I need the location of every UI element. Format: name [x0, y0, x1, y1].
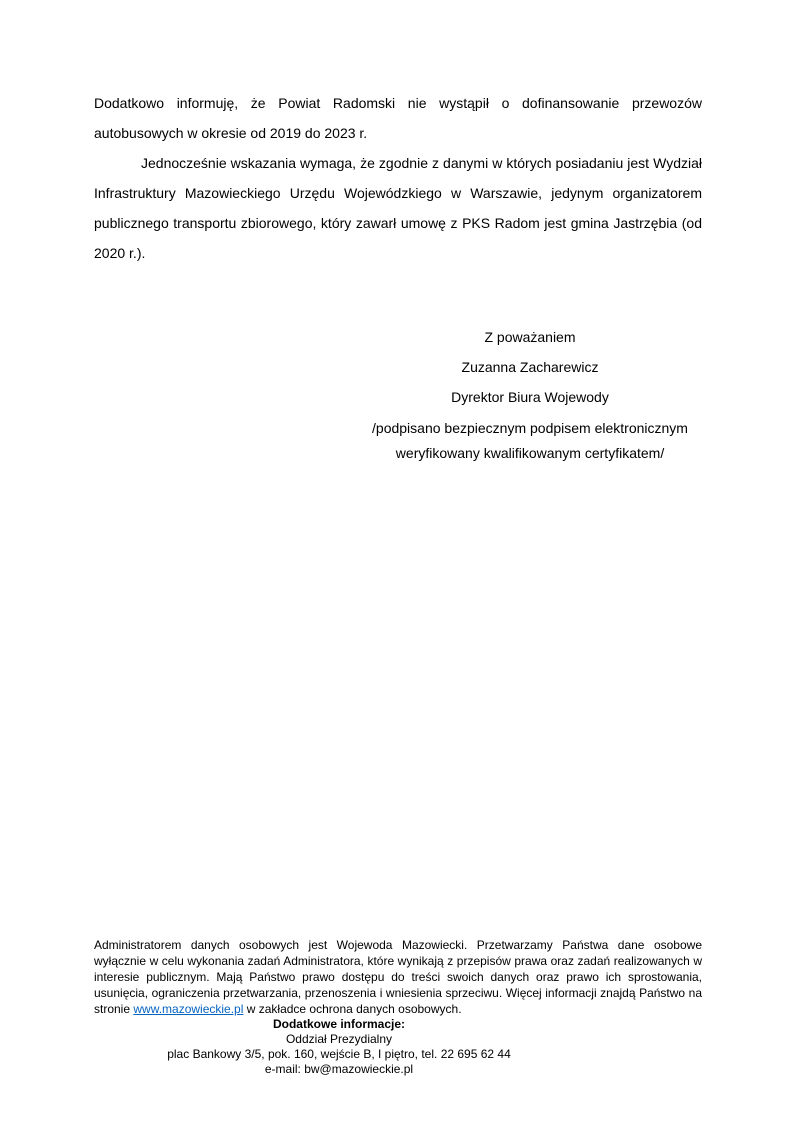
address-line: plac Bankowy 3/5, pok. 160, wejście B, I piętro, tel. 22 695 62 44: [167, 1047, 511, 1061]
mazowieckie-website-link[interactable]: www.mazowieckie.pl: [133, 1002, 244, 1016]
privacy-text-after-link: w zakładce ochrona danych osobowych.: [243, 1002, 462, 1016]
privacy-notice: [94, 937, 702, 1017]
department-line: Oddział Prezydialny: [285, 1032, 393, 1046]
signer-name: Zuzanna Zacharewicz: [461, 359, 599, 375]
additional-info-heading: Dodatkowe informacje:: [272, 1017, 406, 1031]
signer-title: Dyrektor Biura Wojewody: [451, 389, 609, 405]
signature-block: [360, 322, 700, 466]
letter-body: [94, 88, 702, 268]
contact-info-block: [94, 1017, 584, 1077]
email-line: e-mail: bw@mazowieckie.pl: [264, 1062, 414, 1076]
esignature-line-2: weryfikowany kwalifikowanym certyfikatem/: [395, 445, 665, 461]
closing-phrase: Z poważaniem: [484, 329, 576, 345]
body-paragraph-2: Jednocześnie wskazania wymaga, że zgodnie z danymi w których posiadaniu jest Wydział Infrastruktury Mazowieckiego Urzędu Wojewódzkiego w Warszawie, jedynym organizatorem publicznego transportu zbiorowego, który zawarł umowę z PKS Radom jest gmina Jastrzębia (od 2020 r.).: [94, 155, 702, 261]
privacy-text-before-link: Administratorem danych osobowych jest Wojewoda Mazowiecki. Przetwarzamy Państwa dane osobowe wyłącznie w celu wykonania zadań Administratora, które wynikają z przepisów prawa oraz zadań realizowanych w interesie publicznym. Mają Państwo prawo dostępu do treści swoich danych oraz prawo ich sprostowania, usunięcia, ograniczenia przetwarzania, przenoszenia i wniesienia sprzeciwu. Więcej informacji znajdą Państwo na stronie: [94, 938, 702, 1016]
body-paragraph-1: Dodatkowo informuję, że Powiat Radomski nie wystąpił o dofinansowanie przewozów autobusowych w okresie od 2019 do 2023 r.: [94, 95, 702, 141]
esignature-line-1: /podpisano bezpiecznym podpisem elektronicznym: [372, 420, 688, 436]
esignature-note: [360, 416, 700, 466]
